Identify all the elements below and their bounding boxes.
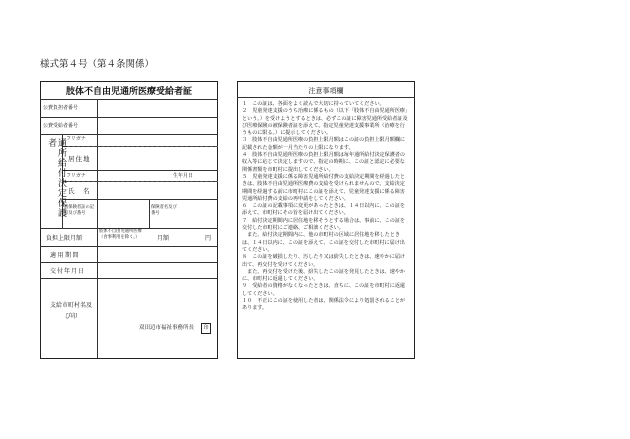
- note-item: ７ 給付決定期間内に居住地を移そうとする場合は、事前に、この証を交付した市町村にご連絡、ご相談ください。: [242, 217, 406, 232]
- note-item: ９ 受給者の資格がなくなったときは、直ちに、この証を市町村に返還してください。: [242, 283, 406, 297]
- copay-limit-note: 肢体不自由児通所医療（食事利用を除く。）: [99, 229, 142, 240]
- notes-title: 注意事項欄: [308, 87, 344, 95]
- public-payer-number-label: 公費負担者番号: [43, 105, 79, 111]
- insurance-card-label: 被保険者証の記号及び番号: [64, 205, 95, 216]
- furigana-address-label: フリガナ: [66, 136, 86, 142]
- municipality-seal-label: 支給市町村名及び印: [50, 302, 93, 320]
- note-item: また、給付決定期間内に、他の市町村の区域に居住地を移したときは、１４日以内に、この証を添えて、この証を交付した市町村に届け出てください。: [242, 232, 405, 253]
- address-label: 居住地: [68, 155, 91, 163]
- yen-label: 円: [205, 235, 212, 242]
- furigana-name-label: フリガナ: [66, 173, 86, 179]
- note-item: ２ 児童発達支援のうち治療に係るもの（以下「肢体不自由児通所医療」という。）を受けようとするときは、必ずこの証に障害児通所受給者証及び医療保険の被保険者証を添えて、指定児童発達支援事業所（治療を行うものに限る。）に提示してください。: [242, 108, 408, 137]
- issuer-name: 双田辺市福祉事務所長: [139, 325, 195, 331]
- note-item: ４ 肢体不自由児通所医療の負担上限月額は毎年通所給付決定保護者の収入等に応じて決定しますので、指定の時期に、この証と認定に必要な関係書類を市町村に提出してください。: [242, 152, 406, 173]
- notes-list: [242, 101, 408, 313]
- form-header: 様式第４号（第４条関係）: [40, 59, 155, 70]
- note-item: １０ 不正にこの証を使用した者は、関係法令により処罰されることがあります。: [242, 298, 406, 312]
- insurer-label: 保険者名及び番号: [151, 205, 177, 216]
- official-seal: 印: [201, 323, 211, 334]
- application-period-label: 適用期間: [50, 252, 81, 259]
- public-recipient-number-label: 公費受給者番号: [43, 123, 79, 129]
- monthly-label: 月額: [157, 235, 170, 242]
- name-label: 氏 名: [68, 187, 91, 195]
- copay-limit-label: 負担上限月額: [46, 235, 83, 242]
- note-item: １ この証は、各面をよく読んで大切に持っていてください。: [242, 101, 385, 107]
- note-item: また、再交付を受けた後、紛失したこの証を発見したときは、速やかに、市町村に返還してください。: [242, 268, 406, 283]
- birth-date-label: 生年月日: [173, 173, 194, 179]
- issue-date-label: 交付年月日: [50, 268, 86, 275]
- note-item: ６ この証の記載事項に変更があったときは、１４日以内に、この証を添えて、市町村にその旨を届け出てください。: [242, 203, 405, 217]
- guardian-section-label: 通所給付決定保護者: [46, 138, 66, 218]
- note-item: ３ 肢体不自由児通所医療の負担上限月額はこの証の負担上限月額欄に記載された金額が一月当たりの上限になります。: [242, 137, 406, 151]
- certificate-title: 肢体不自由児通所医療受給者証: [65, 87, 192, 97]
- note-item: ８ この証を破損したり、汚したり又は紛失したときは、速やかに届け出て、再交付を受けてください。: [242, 254, 406, 268]
- note-item: ５ 児童発達支援に係る障害児通所給付費の支給決定期間を経過したときは、肢体不自由児通所医療費の支給を受けられませんので、支給決定期間を経過する前に市町村にこの証を添えて、児童発達支援に係る障害児通所給付費の支給の再申請をしてください。: [242, 173, 406, 202]
